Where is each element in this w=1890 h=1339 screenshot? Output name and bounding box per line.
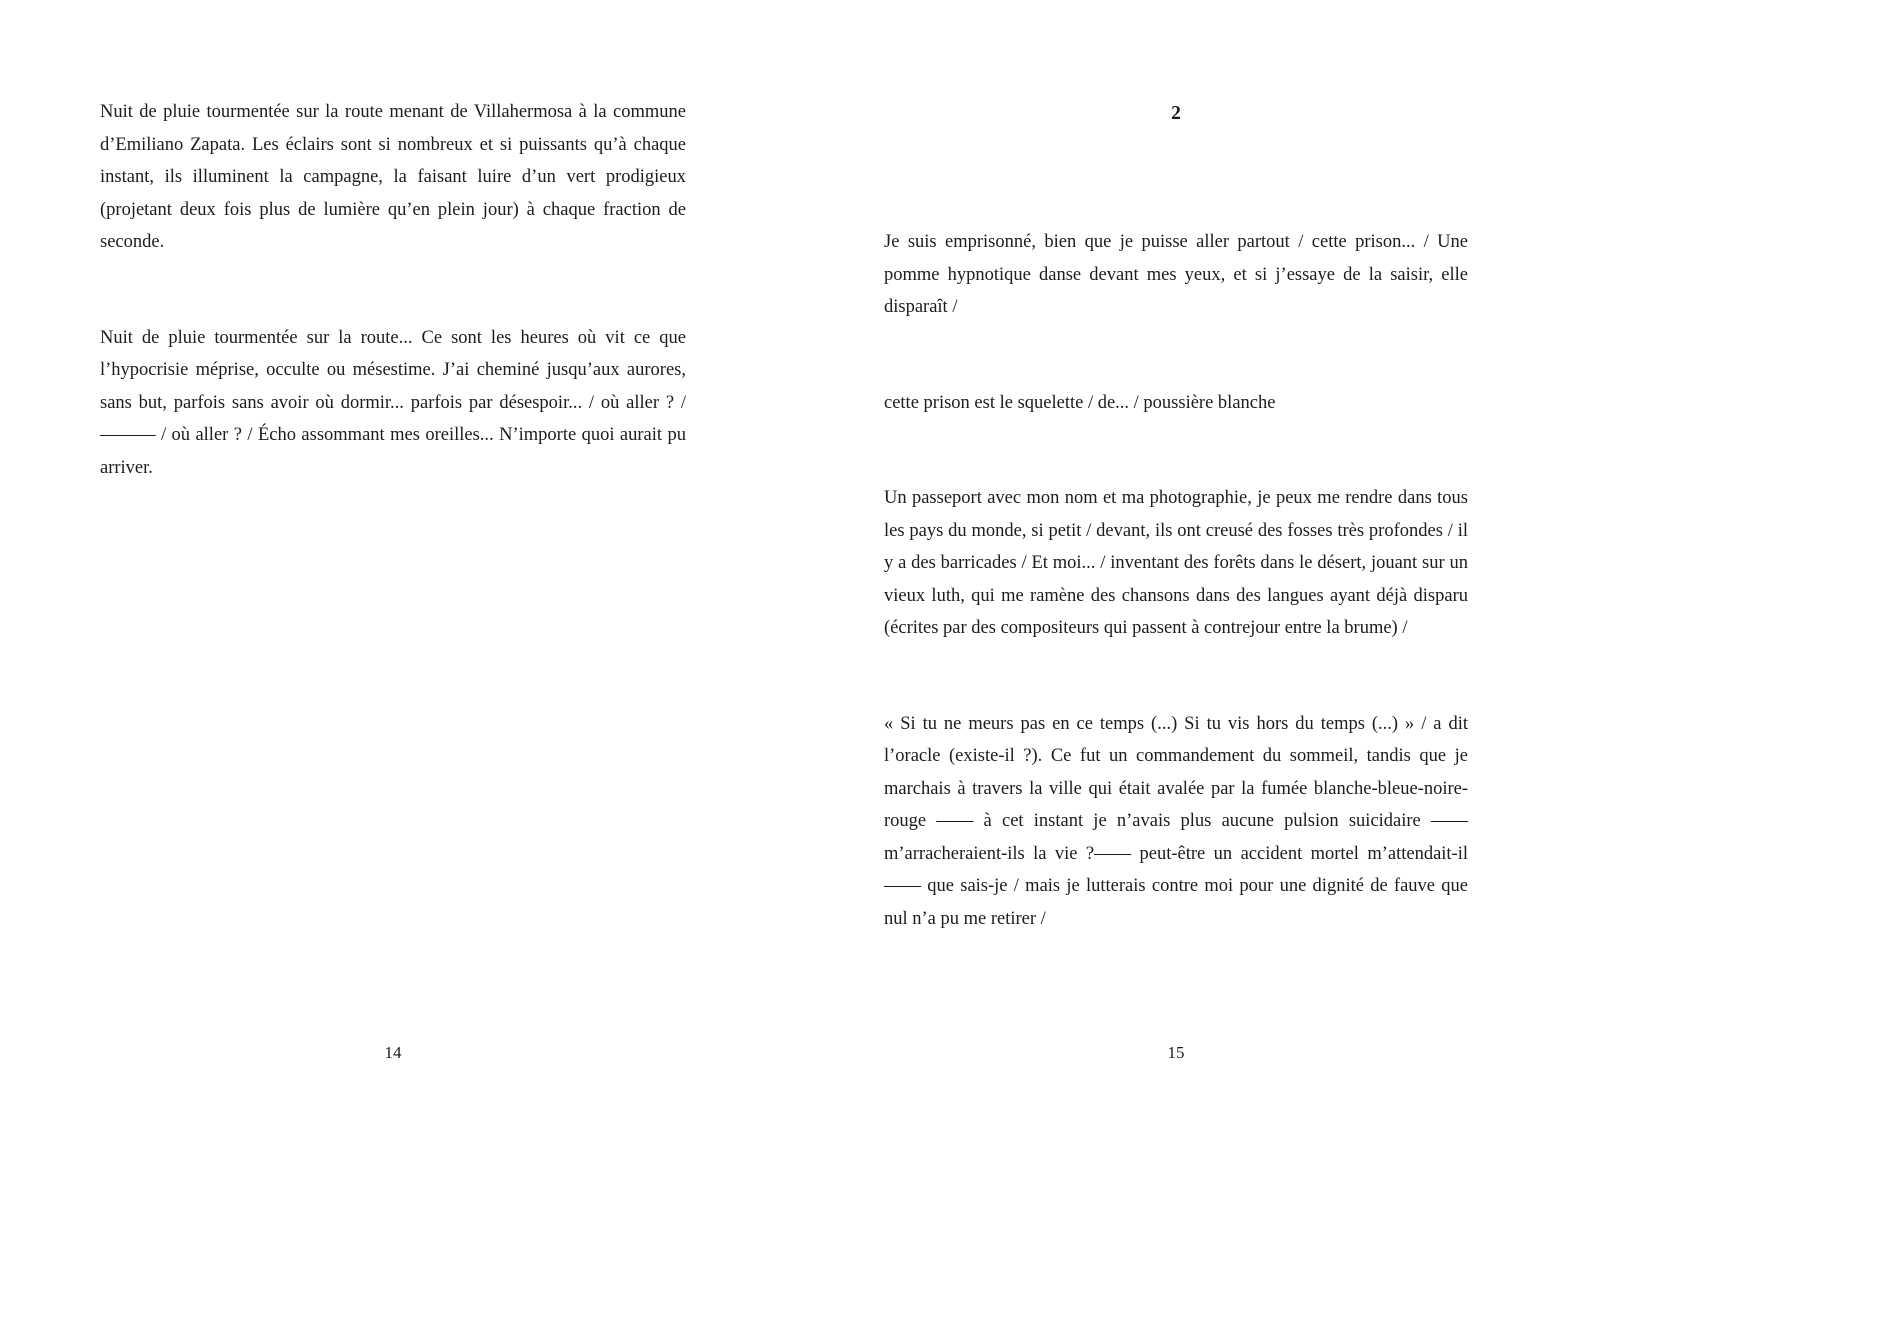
paragraph: Nuit de pluie tourmentée sur la route menant de Villahermosa à la commune d’Emiliano Zapata. Les éclairs sont si nombreux et si puissants qu’à chaque instant, ils illuminent la campagne, la faisant luire d’un vert prodigieux (projetant deux fois plus de lumière qu’en plein jour) à chaque fraction de seconde. [100, 102, 686, 252]
page-number-right: 15 [1167, 1043, 1185, 1062]
paragraph: « Si tu ne meurs pas en ce temps (...) Si tu vis hors du temps (...) » / a dit l’oracle (existe-il ?). Ce fut un commandement du sommeil, tandis que je marchais à travers la ville qui était avalée par la fumée blanche-bleue-noire-rouge —— à cet instant je n’avais plus aucune pulsion suicidaire —— m’arracheraient-ils la vie ?—— peut-être un accident mortel m’attendait-il —— que sais-je / mais je lutterais contre moi pour une dignité de fauve que nul n’a pu me retirer / [884, 713, 1468, 929]
paragraph: Un passeport avec mon nom et ma photographie, je peux me rendre dans tous les pays du monde, si petit / devant, ils ont creusé des fosses très profondes / il y a des barricades / Et moi... / inventant des forêts dans le désert, jouant sur un vieux luth, qui me ramène des chansons dans des langues ayant déjà disparu (écrites par des compositeurs qui passent à contrejour entre la brume) / [884, 488, 1468, 638]
left-page-text [100, 96, 686, 484]
paragraph: Je suis emprisonné, bien que je puisse aller partout / cette prison... / Une pomme hypnotique danse devant mes yeux, et si j’essaye de la saisir, elle disparaît / [884, 232, 1468, 317]
right-page-text [884, 226, 1468, 935]
paragraph: cette prison est le squelette / de... / poussière blanche [884, 392, 1276, 413]
paragraph: Nuit de pluie tourmentée sur la route... Ce sont les heures où vit ce que l’hypocrisie méprise, occulte ou mésestime. J’ai cheminé jusqu’aux aurores, sans but, parfois sans avoir où dormir... parfois par désespoir... / où aller ? / ——— / où aller ? / Écho assommant mes oreilles... N’importe quoi aurait pu arriver. [100, 327, 686, 478]
chapter-number: 2 [1171, 103, 1181, 124]
page-number-left: 14 [384, 1043, 402, 1062]
